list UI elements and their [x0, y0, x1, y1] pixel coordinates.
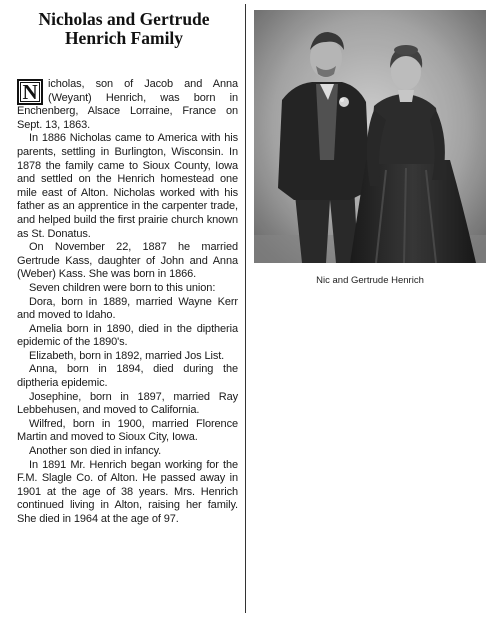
- child-amelia: Amelia born in 1890, died in the diptheria epidemic of the 1890's.: [17, 322, 238, 349]
- paragraph-1: [17, 78, 238, 132]
- paragraph-1-text: icholas, son of Jacob and Anna (Weyant) Henrich, was born in Enchenberg, Alsace Lorraine, France on Sept. 13, 1863.: [17, 78, 238, 131]
- paragraph-2: In 1886 Nicholas came to America with his parents, settling in Burlington, Wisconsin. In 1878 the family came to Sioux County, Iowa and settled on the Henrich homestead one mile east of Alton. Nicholas worked with his father as an apprentice in the carpenter trade, and helped build the first prairie church known as St. Donatus.: [17, 132, 238, 240]
- child-dora: Dora, born in 1889, married Wayne Kerr and moved to Idaho.: [17, 295, 238, 322]
- photo-caption: Nic and Gertrude Henrich: [316, 275, 424, 286]
- column-divider: [245, 4, 246, 613]
- title-line-1: Nicholas and Gertrude: [38, 9, 210, 29]
- title-line-2: Henrich Family: [64, 28, 184, 48]
- child-elizabeth: Elizabeth, born in 1892, married Jos List.: [29, 349, 225, 362]
- drop-cap-n: N: [17, 79, 43, 105]
- child-infant-son: Another son died in infancy.: [29, 445, 162, 458]
- paragraph-4: Seven children were born to this union:: [29, 281, 216, 294]
- couple-photo: [254, 10, 486, 263]
- paragraph-3: On November 22, 1887 he married Gertrude Kass, daughter of John and Anna (Weber) Kass. She was born in 1866.: [17, 241, 238, 281]
- article-title: [10, 10, 238, 48]
- article-body: [17, 78, 238, 527]
- paragraph-final: In 1891 Mr. Henrich began working for the F.M. Slagle Co. of Alton. He passed away in 1901 at the age of 38 years. Mrs. Henrich continued living in Alton, raising her family. She died in 1964 at the age of 97.: [17, 458, 238, 525]
- child-josephine: Josephine, born in 1897, married Ray Lebbehusen, and moved to California.: [17, 390, 238, 417]
- child-wilfred: Wilfred, born in 1900, married Florence Martin and moved to Sioux City, Iowa.: [17, 417, 238, 444]
- child-anna: Anna, born in 1894, died during the diptheria epidemic.: [17, 363, 238, 390]
